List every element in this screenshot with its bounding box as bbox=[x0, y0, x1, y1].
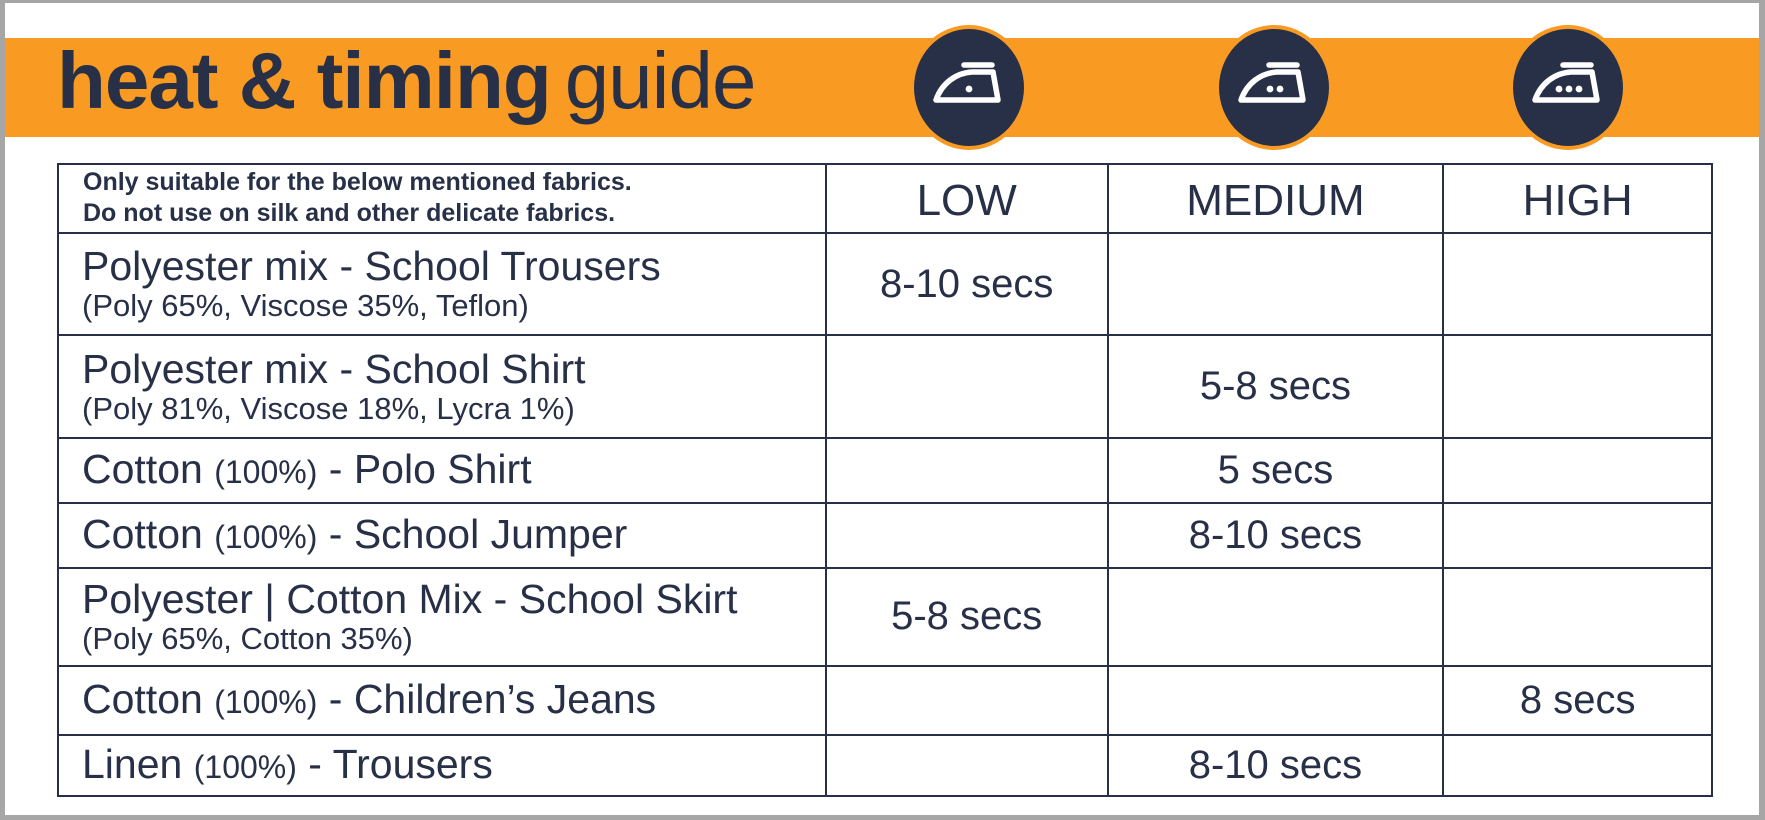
title-bold: heat & timing bbox=[57, 36, 551, 125]
fabric-name bbox=[82, 677, 825, 724]
table-header-row bbox=[58, 164, 1712, 233]
fabric-cell bbox=[58, 335, 826, 437]
page bbox=[5, 3, 1759, 815]
time-medium: 8-10 secs bbox=[1108, 735, 1444, 796]
iron-one-dot-icon bbox=[910, 25, 1028, 150]
time-high bbox=[1443, 503, 1712, 568]
fabric-note bbox=[58, 164, 826, 233]
table-row bbox=[58, 735, 1712, 796]
time-high bbox=[1443, 233, 1712, 335]
iron-two-dots-icon bbox=[1215, 25, 1333, 150]
time-low bbox=[826, 503, 1108, 568]
fabric-cell bbox=[58, 735, 826, 796]
time-low bbox=[826, 666, 1108, 735]
title-light: guide bbox=[564, 36, 756, 125]
fabric-name bbox=[82, 447, 825, 494]
table-row bbox=[58, 335, 1712, 437]
time-low bbox=[826, 438, 1108, 503]
page-title bbox=[57, 31, 755, 130]
time-medium bbox=[1108, 233, 1444, 335]
time-high bbox=[1443, 735, 1712, 796]
fabric-material: Cotton bbox=[82, 510, 203, 557]
table-row bbox=[58, 503, 1712, 568]
time-low bbox=[826, 335, 1108, 437]
time-low bbox=[826, 735, 1108, 796]
table-row bbox=[58, 568, 1712, 666]
fabric-cell bbox=[58, 233, 826, 335]
fabric-garment: - Children’s Jeans bbox=[328, 676, 657, 723]
note-line-2: Do not use on silk and other delicate fabrics. bbox=[83, 199, 616, 228]
fabric-material: Linen bbox=[82, 741, 183, 788]
time-medium bbox=[1108, 568, 1444, 666]
fabric-composition: (Poly 81%, Viscose 18%, Lycra 1%) bbox=[82, 390, 575, 426]
fabric-garment: - School Jumper bbox=[328, 510, 628, 557]
fabric-name bbox=[82, 512, 825, 559]
time-medium: 8-10 secs bbox=[1108, 503, 1444, 568]
fabric-percent: (100%) bbox=[214, 518, 318, 555]
time-medium: 5 secs bbox=[1108, 438, 1444, 503]
fabric-name bbox=[82, 742, 825, 789]
time-high bbox=[1443, 568, 1712, 666]
fabric-percent: (100%) bbox=[214, 453, 318, 490]
time-low: 8-10 secs bbox=[826, 233, 1108, 335]
time-low: 5-8 secs bbox=[826, 568, 1108, 666]
fabric-composition: (Poly 65%, Cotton 35%) bbox=[82, 620, 413, 656]
fabric-name: Polyester mix - School Trousers bbox=[82, 243, 661, 290]
header-medium: MEDIUM bbox=[1108, 164, 1444, 233]
fabric-cell bbox=[58, 666, 826, 735]
fabric-garment: - Polo Shirt bbox=[328, 445, 532, 492]
fabric-name: Polyester mix - School Shirt bbox=[82, 345, 586, 392]
time-medium: 5-8 secs bbox=[1108, 335, 1444, 437]
header-high: HIGH bbox=[1443, 164, 1712, 233]
fabric-cell bbox=[58, 438, 826, 503]
table-row bbox=[58, 438, 1712, 503]
heat-timing-table bbox=[57, 163, 1713, 797]
time-high: 8 secs bbox=[1443, 666, 1712, 735]
fabric-material: Cotton bbox=[82, 676, 203, 723]
fabric-name: Polyester | Cotton Mix - School Skirt bbox=[82, 575, 738, 622]
time-high bbox=[1443, 335, 1712, 437]
table-row bbox=[58, 233, 1712, 335]
fabric-composition: (Poly 65%, Viscose 35%, Teflon) bbox=[82, 288, 529, 324]
table-row bbox=[58, 666, 1712, 735]
fabric-cell bbox=[58, 568, 826, 666]
fabric-percent: (100%) bbox=[193, 749, 297, 786]
note-line-1: Only suitable for the below mentioned fabrics. bbox=[83, 168, 632, 197]
fabric-material: Cotton bbox=[82, 445, 203, 492]
header-low: LOW bbox=[826, 164, 1108, 233]
time-medium bbox=[1108, 666, 1444, 735]
fabric-cell bbox=[58, 503, 826, 568]
iron-three-dots-icon bbox=[1509, 25, 1627, 150]
fabric-garment: - Trousers bbox=[308, 741, 493, 788]
fabric-percent: (100%) bbox=[214, 684, 318, 721]
time-high bbox=[1443, 438, 1712, 503]
